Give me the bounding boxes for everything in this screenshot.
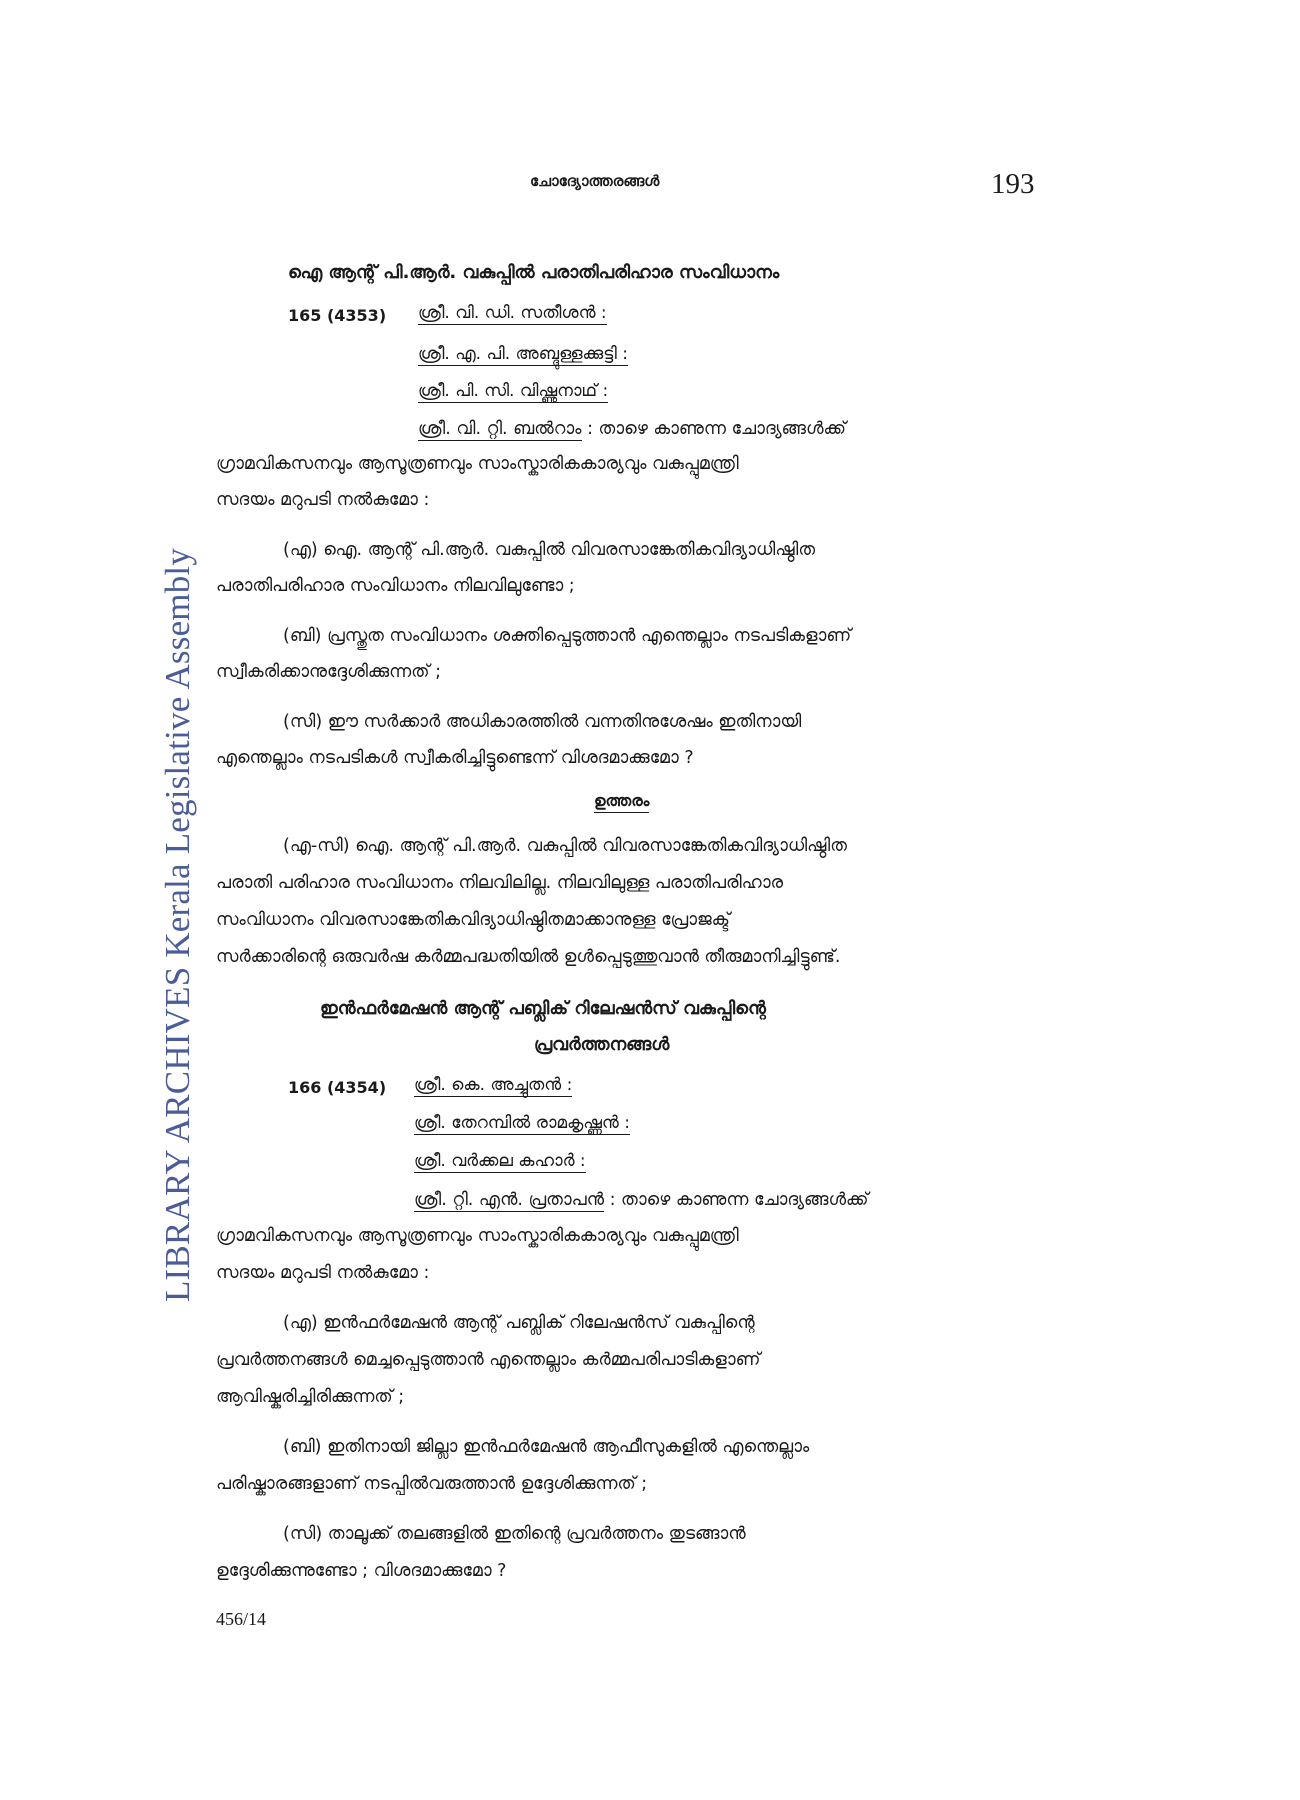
footer-code: 456/14 (216, 1609, 267, 1629)
question-165-a-line-1: (എ) ഐ. ആന്റ് പി.ആർ. വകുപ്പിൽ വിവരസാങ്കേതികവിദ്യാധിഷ്ഠിത (283, 540, 816, 560)
answer-line-3: സംവിധാനം വിവരസാങ്കേതികവിദ്യാധിഷ്ഠിതമാക്കാനുള്ള പ്രോജക്ട് (216, 910, 730, 930)
question-166-c-line-1: (സി) താലൂക്ക് തലങ്ങളിൽ ഇതിന്റെ പ്രവർത്തനം തുടങ്ങാൻ (283, 1524, 746, 1544)
question-166-heading-line-2: പ്രവർത്തനങ്ങൾ (534, 1034, 670, 1055)
question-166-a-line-3: ആവിഷ്കരിച്ചിരിക്കുന്നത് ; (216, 1387, 405, 1407)
question-165-b-line-2: സ്വീകരിക്കാനുദ്ദേശിക്കുന്നത് ; (216, 662, 441, 682)
question-165-member-4: ശ്രീ. വി. റ്റി. ബൽറാം (418, 419, 582, 439)
question-166-b-line-2: പരിഷ്കാരങ്ങളാണ് നടപ്പിൽവരുത്താൻ ഉദ്ദേശിക്കുന്നത് ; (216, 1474, 648, 1494)
question-166-member-4-line (414, 1190, 869, 1210)
question-166-a-line-2: പ്രവർത്തനങ്ങൾ മെച്ചപ്പെടുത്താൻ എന്തെല്ലാം കർമ്മപരിപാടികളാണ് (216, 1350, 761, 1370)
question-165-b-line-1: (ബി) പ്രസ്തുത സംവിധാനം ശക്തിപ്പെടുത്താൻ എന്തെല്ലാം നടപടികളാണ് (283, 626, 852, 646)
question-166-member-3: ശ്രീ. വർക്കല കഹാർ : (414, 1151, 586, 1171)
question-165-c-line-1: (സി) ഈ സർക്കാർ അധികാരത്തിൽ വന്നതിനുശേഷം ഇതിനായി (283, 712, 802, 732)
question-166-addressee-line-1: ഗ്രാമവികസനവും ആസൂത്രണവും സാംസ്കാരികകാര്യവും വകുപ്പുമന്ത്രി (216, 1226, 739, 1246)
question-165-addressee-line-2: സദയം മറുപടി നൽകുമോ : (216, 490, 430, 510)
question-166-a-line-1: (എ) ഇൻഫർമേഷൻ ആന്റ് പബ്ലിക് റിലേഷൻസ് വകുപ്പിന്റെ (283, 1313, 755, 1333)
question-165-member-3: ശ്രീ. പി. സി. വിഷ്ണുനാഥ് : (418, 381, 609, 401)
question-165-addressee-line-1: ഗ്രാമവികസനവും ആസൂത്രണവും സാംസ്കാരികകാര്യവും വകുപ്പുമന്ത്രി (216, 454, 739, 474)
question-166-addressee-line-2: സദയം മറുപടി നൽകുമോ : (216, 1263, 430, 1283)
question-166-number: 166 (4354) (288, 1078, 387, 1097)
question-165-a-line-2: പരാതിപരിഹാര സംവിധാനം നിലവിലുണ്ടോ ; (216, 576, 575, 596)
question-165-member-2: ശ്രീ. എ. പി. അബ്ദുള്ളക്കുട്ടി : (418, 344, 629, 364)
question-165-c-line-2: എന്തെല്ലാം നടപടികൾ സ്വീകരിച്ചിട്ടുണ്ടെന്ന് വിശദമാക്കുമോ ? (216, 748, 694, 768)
question-165-member-1: ശ്രീ. വി. ഡി. സതീശൻ : (418, 303, 607, 323)
question-165-number: 165 (4353) (288, 306, 387, 325)
answer-label: ഉത്തരം (594, 791, 649, 813)
answer-line-4: സർക്കാരിന്റെ ഒരുവർഷ കർമ്മപദ്ധതിയിൽ ഉൾപ്പെടുത്തുവാൻ തീരുമാനിച്ചിട്ടുണ്ട്. (216, 947, 841, 967)
running-head: ചോദ്യോത്തരങ്ങൾ (530, 172, 660, 190)
question-166-member-1: ശ്രീ. കെ. അച്ചുതൻ : (414, 1075, 573, 1095)
question-166-c-line-2: ഉദ്ദേശിക്കുന്നുണ്ടോ ; വിശദമാക്കുമോ ? (216, 1561, 507, 1581)
question-166-intro: : താഴെ കാണുന്ന ചോദ്യങ്ങൾക്ക് (604, 1190, 869, 1210)
question-166-b-line-1: (ബി) ഇതിനായി ജില്ലാ ഇൻഫർമേഷൻ ആഫീസുകളിൽ എന്തെല്ലാം (283, 1437, 810, 1457)
answer-line-2: പരാതി പരിഹാര സംവിധാനം നിലവിലില്ല. നിലവിലുള്ള പരാതിപരിഹാര (216, 873, 784, 893)
question-166-member-2: ശ്രീ. തേറമ്പിൽ രാമകൃഷ്ണൻ : (414, 1113, 630, 1133)
watermark-text: LIBRARY ARCHIVES Kerala Legislative Assembly (158, 547, 197, 1303)
question-166-heading-line-1: ഇൻഫർമേഷൻ ആന്റ് പബ്ലിക് റിലേഷൻസ് വകുപ്പിന്റെ (320, 998, 766, 1019)
answer-line-1: (എ-സി) ഐ. ആന്റ് പി.ആർ. വകുപ്പിൽ വിവരസാങ്കേതികവിദ്യാധിഷ്ഠിത (283, 836, 847, 856)
page-number: 193 (991, 168, 1035, 200)
question-165-intro: : താഴെ കാണുന്ന ചോദ്യങ്ങൾക്ക് (581, 419, 846, 439)
question-165-member-4-line (418, 419, 846, 439)
question-165-heading: ഐ ആന്റ് പി.ആർ. വകുപ്പിൽ പരാതിപരിഹാര സംവിധാനം (288, 262, 780, 283)
question-166-member-4: ശ്രീ. റ്റി. എൻ. പ്രതാപൻ (414, 1190, 605, 1210)
